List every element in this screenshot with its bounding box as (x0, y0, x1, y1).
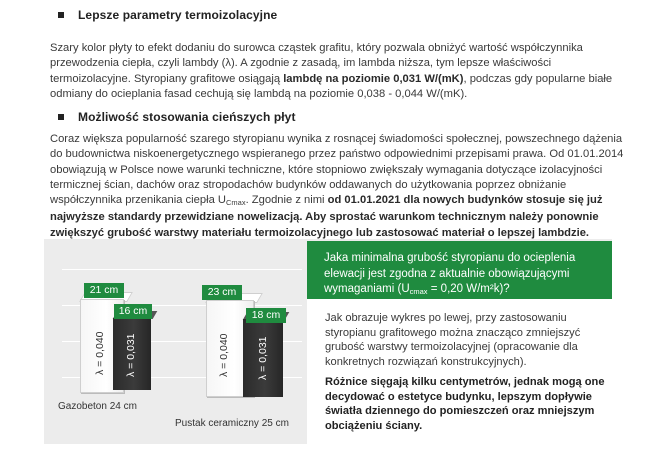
lambda-label-white-2: λ = 0,040 (218, 333, 230, 377)
answer-line: grubość warstwy termoizolacyjnej (opracowanie dla (325, 341, 578, 354)
thickness-tag-white-1: 21 cm (84, 283, 124, 298)
answer-line: decydować o estetyce budynku, lepszym dopływie (325, 390, 592, 403)
question-line: Jaka minimalna grubość styropianu do ocieplenia (324, 252, 576, 264)
bold-span: najwyższe standardy przewidziane nowelizacją. Aby sprostać warunkom technicznym należy ponownie (50, 211, 599, 224)
shelf-line (62, 269, 302, 270)
answer-line: obciążeniu ściany. (325, 419, 423, 432)
paragraph-line: Coraz większa popularność szarego styropianu wynika z rosnącej świadomości społecznej, powszechnego dążenia (50, 133, 623, 145)
text-span: wymaganiami (U (324, 283, 410, 296)
paragraph-line: odmiany do ocieplania fasad cechują się lambdą na poziomie 0,038 - 0,044 W/(mK). (50, 87, 468, 100)
question-line (324, 282, 608, 300)
section-paragraph-2 (50, 132, 650, 241)
bold-span: zwiększyć grubość warstwy materiału termoizolacyjnego lub zastosować materiał o lepszej lambdzie. (50, 226, 590, 239)
text-span: . Zgodnie z nimi (245, 194, 328, 207)
text-span: , podczas gdy popularne białe (463, 72, 613, 85)
section-heading-2: Możliwość stosowania cieńszych płyt (78, 110, 296, 124)
question-line: elewacji jest zgodna z aktualnie obowiązującymi (324, 267, 570, 280)
bold-span: lambdę na poziomie 0,031 W/(mK) (283, 72, 464, 85)
section-paragraph-1 (50, 41, 650, 102)
subscript: cmax (409, 287, 428, 297)
lambda-label-white-1: λ = 0,040 (94, 331, 106, 375)
paragraph-line: do budownictwa niskoenergetycznego wspieranego przez państwo odpowiednimi przepisami prawa. Od 01.01.2014 (50, 148, 624, 161)
bold-span: od 01.01.2021 dla nowych budynków stosuje się już (327, 194, 603, 207)
paragraph-line: obowiązują w Polsce nowe warunki techniczne, które stopniowo zwiększały wymagania dotyczące izolacyjności (50, 163, 603, 176)
text-span: termoizolacyjne. Styropiany grafitowe osiągają (50, 72, 284, 85)
subscript: Cmax (225, 198, 246, 208)
bullet-icon (58, 12, 64, 18)
text-span: współczynnika przenikania ciepła U (50, 194, 226, 207)
caption-group-2: Pustak ceramiczny 25 cm (175, 418, 289, 429)
lambda-label-graphite-2: λ = 0,031 (257, 336, 269, 380)
section-heading-1: Lepsze parametry termoizolacyjne (78, 8, 278, 22)
answer-line: światła dziennego do pomieszczeń oraz mniejszym (325, 405, 595, 418)
bullet-icon (58, 114, 64, 120)
paragraph-line: termicznej ścian, dachów oraz stropodachów budynków oddawanych do użytkowania poprzez obniżanie (50, 178, 567, 191)
answer-line: Jak obrazuje wykres po lewej, przy zastosowaniu (325, 312, 567, 324)
paragraph-line (50, 193, 650, 210)
answer-text (325, 311, 608, 369)
answer-line: styropianu grafitowego można znacząco zmniejszyć (325, 326, 581, 339)
text-span: = 0,20 W/m²k)? (427, 283, 510, 296)
thickness-tag-graphite-2: 18 cm (246, 308, 286, 323)
caption-group-1: Gazobeton 24 cm (58, 401, 137, 412)
thickness-tag-white-2: 23 cm (202, 285, 242, 300)
paragraph-line (50, 72, 650, 87)
question-text (324, 251, 608, 300)
answer-bold-text (325, 375, 608, 433)
thickness-tag-graphite-1: 16 cm (114, 304, 152, 319)
answer-line: Różnice sięgają kilku centymetrów, jednak mogą one (325, 376, 605, 388)
paragraph-line: przewodzenia ciepła, czyli lambdy (λ). A zgodnie z zasadą, im lambda niższa, tym lepsze właściwości (50, 57, 552, 70)
paragraph-line: Szary kolor płyty to efekt dodaniu do surowca cząstek grafitu, który pozwala obniżyć wartość współczynnika (50, 42, 583, 54)
answer-line: konkretnych rozwiązań konstrukcyjnych). (325, 355, 527, 368)
lambda-label-graphite-1: λ = 0,031 (125, 333, 137, 377)
paragraph-line (50, 210, 650, 225)
